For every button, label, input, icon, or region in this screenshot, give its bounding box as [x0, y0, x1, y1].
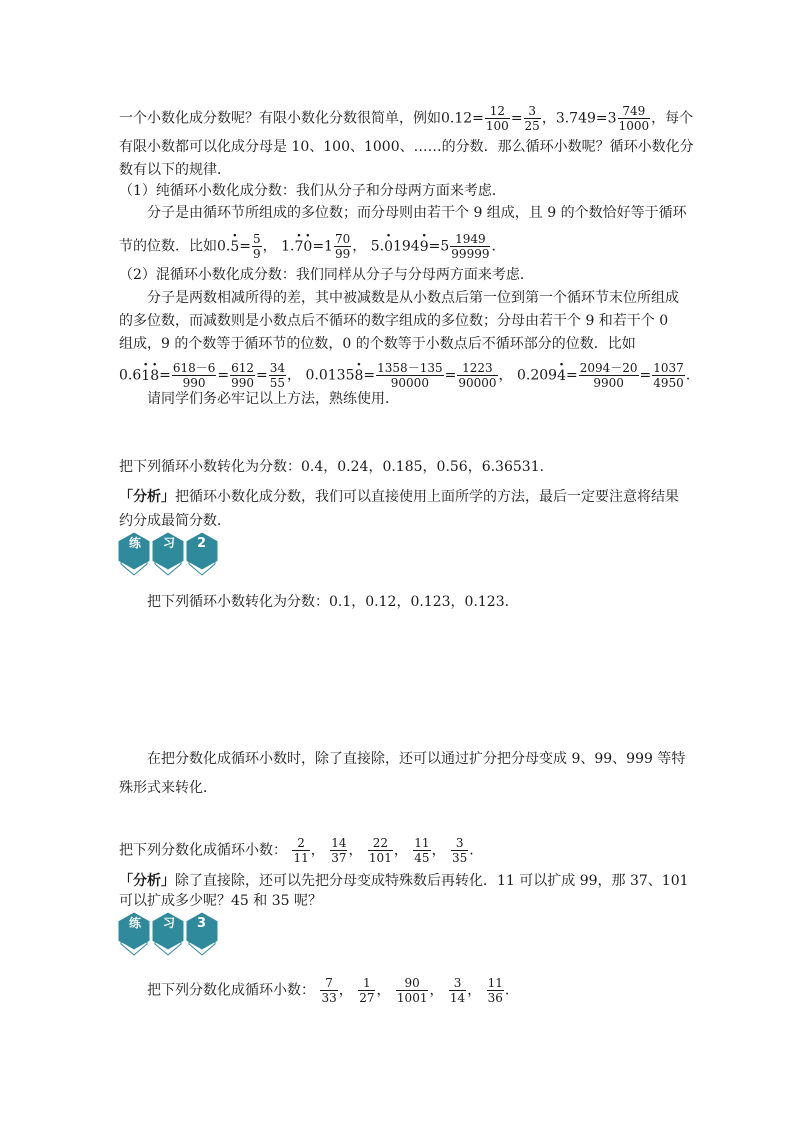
analysis-label: 「分析」 — [119, 873, 175, 889]
analysis-2-line-2: 可以扩成多少呢？45 和 35 呢？ — [119, 893, 322, 909]
badge-char-1: 练 — [129, 916, 142, 930]
badge-number: 2 — [197, 536, 207, 551]
rule2-examples: 0.61 ·8 ·= $\frac{618-6}{990}$ = $\frac{612}{990}$ = $\frac{34}{55}$ ， 0.01358 ·= $\frac{1358-135}{90000}$ = $\frac{1223}{90000}$ ， 0.2094 ·= $\frac{2094-20}{9900}$ = $\frac{1037}{4950}$ ． — [119, 361, 700, 390]
badge-char-1: 练 — [129, 536, 142, 550]
badge-char-2: 习 — [163, 916, 176, 930]
rule1-desc-2: 节的位数．比如0.5 ·= $\frac{5}{9}$ ， 1.7 ·0 ·=1 $\frac{70}{99}$ ， 5.0 ·1949 ·=5 $\frac{1949}{99999}$ ． — [119, 232, 505, 261]
rule2-title: （2）混循环小数化成分数：我们同样从分子与分母两方面来考虑． — [119, 267, 534, 283]
analysis-1-line-1: 「分析」把循环小数化成分数，我们可以直接使用上面所学的方法，最后一定要注意将结果 — [119, 489, 679, 505]
rule1-desc-1: 分子是由循环节所组成的多位数；而分母则由若干个 9 组成，且 9 的个数恰好等于循环 — [147, 205, 687, 221]
exercise-3: 把下列分数化成循环小数： $\frac{7}{33}$ ， $\frac{1}{27}$ ， $\frac{90}{1001}$ ， $\frac{3}{14}$ ， $\frac{11}{36}$ ． — [147, 976, 519, 1005]
badge-number: 3 — [197, 916, 207, 931]
question-2: 把下列分数化成循环小数： $\frac{2}{11}$ ， $\frac{14}{37}$ ， $\frac{22}{101}$ ， $\frac{11}{45}$ ， $\frac{3}{35}$ ． — [119, 836, 484, 865]
analysis-1-line-2: 约分成最简分数． — [119, 513, 231, 529]
question-1: 把下列循环小数转化为分数：0.4，0.24，0.185，0.56，6.36531． — [119, 459, 554, 475]
practice-badge-2 — [117, 531, 221, 577]
rule2-note: 请同学们务必牢记以上方法，熟练使用． — [147, 391, 399, 407]
analysis-2-line-1: 「分析」除了直接除，还可以先把分母变成特殊数后再转化．11 可以扩成 99，那 37、101 — [119, 873, 689, 889]
para-2-line-1: 在把分数化成循环小数时，除了直接除，还可以通过扩分把分母变成 9、99、999 等特 — [147, 751, 686, 767]
para-2-line-2: 殊形式来转化． — [119, 780, 217, 796]
rule1-title: （1）纯循环小数化成分数：我们从分子和分母两方面来考虑． — [119, 183, 506, 199]
exercise-2: 把下列循环小数转化为分数：0.1，0.12，0.123，0.123． — [147, 594, 519, 610]
rule2-desc-1: 分子是两数相减所得的差，其中被减数是从小数点后第一位到第一个循环节末位所组成 — [147, 290, 679, 306]
badge-char-2: 习 — [163, 536, 176, 550]
rule2-desc-2: 的多位数，而减数则是小数点后不循环的数字组成的多位数；分母由若干个 9 和若干个 0 — [119, 313, 669, 329]
intro-line-3: 数有以下的规律． — [119, 162, 231, 178]
intro-line-2: 有限小数都可以化成分母是 10、100、1000、……的分数．那么循环小数呢？循环小数化分 — [119, 139, 694, 155]
intro-line-1: 一个小数化成分数呢？有限小数化分数很简单，例如0.12= $\frac{12}{100}$ = $\frac{3}{25}$ ，3.749=3 $\frac{749}{1000}$ ，每个 — [119, 104, 694, 133]
practice-badge-3 — [117, 911, 221, 957]
rule2-desc-3: 组成，9 的个数等于循环节的位数，0 的个数等于小数点后不循环部分的位数．比如 — [119, 336, 636, 352]
analysis-label: 「分析」 — [119, 489, 175, 505]
